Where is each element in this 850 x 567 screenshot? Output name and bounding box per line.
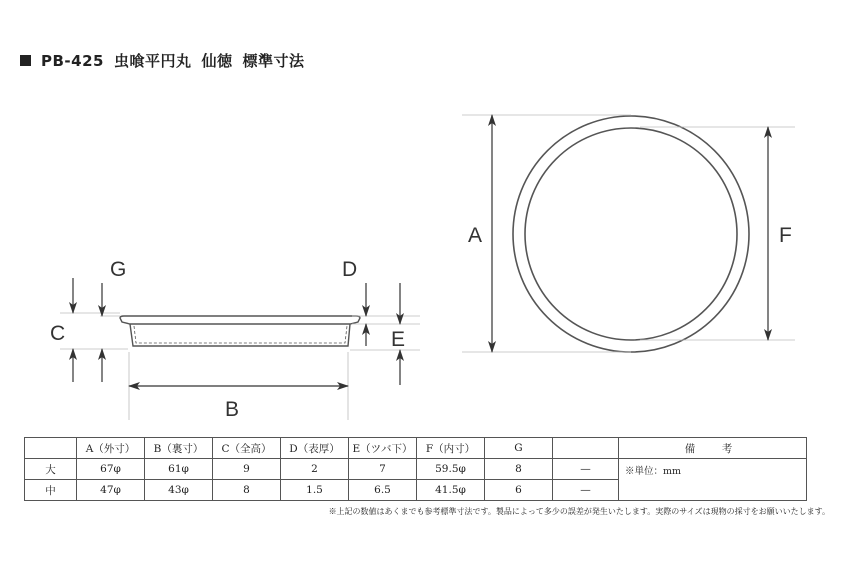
cell-d: 1.5	[281, 480, 349, 501]
label-e: E	[391, 328, 406, 351]
title-suffix: 標準寸法	[242, 52, 305, 70]
title-model: PB-425	[41, 52, 104, 70]
header-g: G	[485, 438, 553, 459]
cell-a: 67φ	[77, 459, 145, 480]
header-remarks: 備 考	[619, 438, 807, 459]
header-e: E（ツバ下）	[349, 438, 417, 459]
cell-extra: —	[553, 459, 619, 480]
table-header-row	[25, 438, 807, 459]
cell-g: 6	[485, 480, 553, 501]
header-a: A（外寸）	[77, 438, 145, 459]
dimension-table	[24, 437, 807, 501]
top-view-outer-ring	[513, 116, 749, 352]
table-row	[25, 459, 807, 480]
header-blank	[553, 438, 619, 459]
side-view	[120, 316, 360, 346]
cell-f: 41.5φ	[417, 480, 485, 501]
cell-d: 2	[281, 459, 349, 480]
label-b: B	[225, 398, 240, 421]
footnote: ※上記の数値はあくまでも参考標準寸法です。製品によって多少の誤差が発生いたします。実際のサイズは現物の採寸をお願いいたします。	[328, 507, 830, 516]
label-g: G	[110, 258, 127, 281]
cell-b: 61φ	[145, 459, 213, 480]
title-name: 虫喰平円丸	[113, 52, 192, 70]
header-d: D（表厚）	[281, 438, 349, 459]
title-brand: 仙徳	[201, 52, 233, 70]
cell-size: 大	[25, 459, 77, 480]
cell-g: 8	[485, 459, 553, 480]
side-view-inner-line	[134, 326, 347, 343]
top-view	[513, 116, 749, 352]
cell-e: 6.5	[349, 480, 417, 501]
cell-f: 59.5φ	[417, 459, 485, 480]
top-extension-lines	[462, 115, 795, 352]
cell-size: 中	[25, 480, 77, 501]
header-c: C（全高）	[213, 438, 281, 459]
cell-c: 9	[213, 459, 281, 480]
header-b: B（裏寸）	[145, 438, 213, 459]
cell-c: 8	[213, 480, 281, 501]
cell-extra: —	[553, 480, 619, 501]
label-c: C	[50, 322, 66, 345]
top-view-inner-ring	[525, 128, 737, 340]
cell-e: 7	[349, 459, 417, 480]
header-size	[25, 438, 77, 459]
label-f: F	[779, 224, 792, 247]
label-d: D	[342, 258, 358, 281]
cell-a: 47φ	[77, 480, 145, 501]
cell-b: 43φ	[145, 480, 213, 501]
label-a: A	[468, 224, 483, 247]
side-view-rim	[120, 316, 360, 324]
header-f: F（内寸）	[417, 438, 485, 459]
cell-note: ※単位：mm	[619, 459, 807, 501]
